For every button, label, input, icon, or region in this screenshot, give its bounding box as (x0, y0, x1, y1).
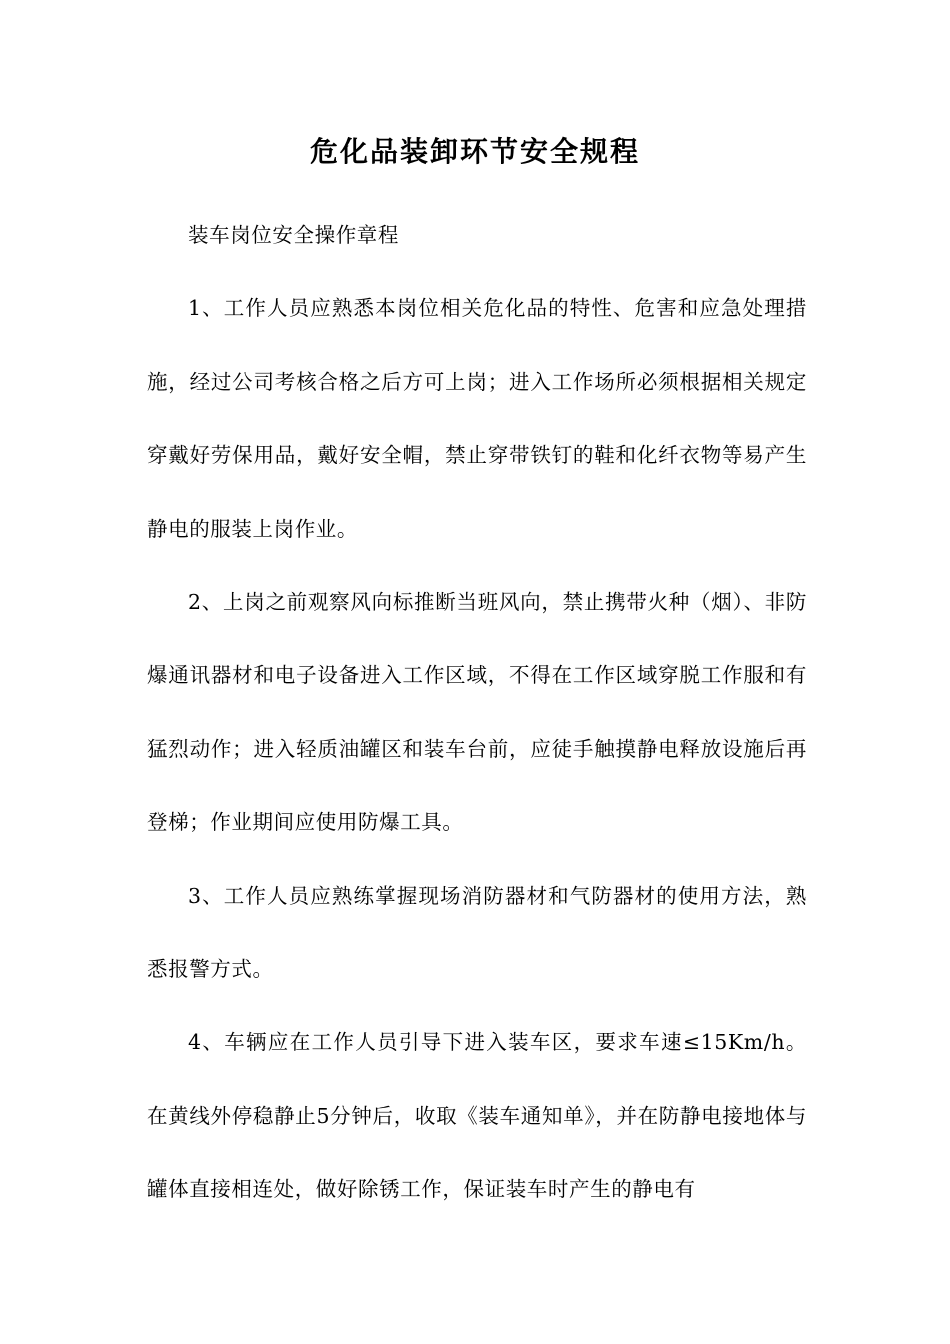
document-title: 危化品装卸环节安全规程 (309, 135, 640, 168)
paragraph-4: 4、车辆应在工作人员引导下进入装车区，要求车速≤15Km/h。在黄线外停稳静止5分钟后，收取《装车通知单》，并在防静电接地体与罐体直接相连处，做好除锈工作，保证装车时产生的静电有 (147, 1030, 807, 1202)
paragraph-2: 2、上岗之前观察风向标推断当班风向，禁止携带火种（烟）、非防爆通讯器材和电子设备进入工作区域，不得在工作区域穿脱工作服和有猛烈动作；进入轻质油罐区和装车台前，应徒手触摸静电释放设施后再登梯；作业期间应使用防爆工具。 (147, 590, 807, 835)
document-body (147, 199, 807, 1227)
paragraph-3: 3、工作人员应熟练掌握现场消防器材和气防器材的使用方法，熟悉报警方式。 (147, 883, 807, 982)
section-heading: 装车岗位安全操作章程 (188, 223, 399, 247)
paragraph-1: 1、工作人员应熟悉本岗位相关危化品的特性、危害和应急处理措施，经过公司考核合格之后方可上岗；进入工作场所必须根据相关规定穿戴好劳保用品，戴好安全帽，禁止穿带铁钉的鞋和化纤衣物等易产生静电的服装上岗作业。 (147, 296, 807, 541)
